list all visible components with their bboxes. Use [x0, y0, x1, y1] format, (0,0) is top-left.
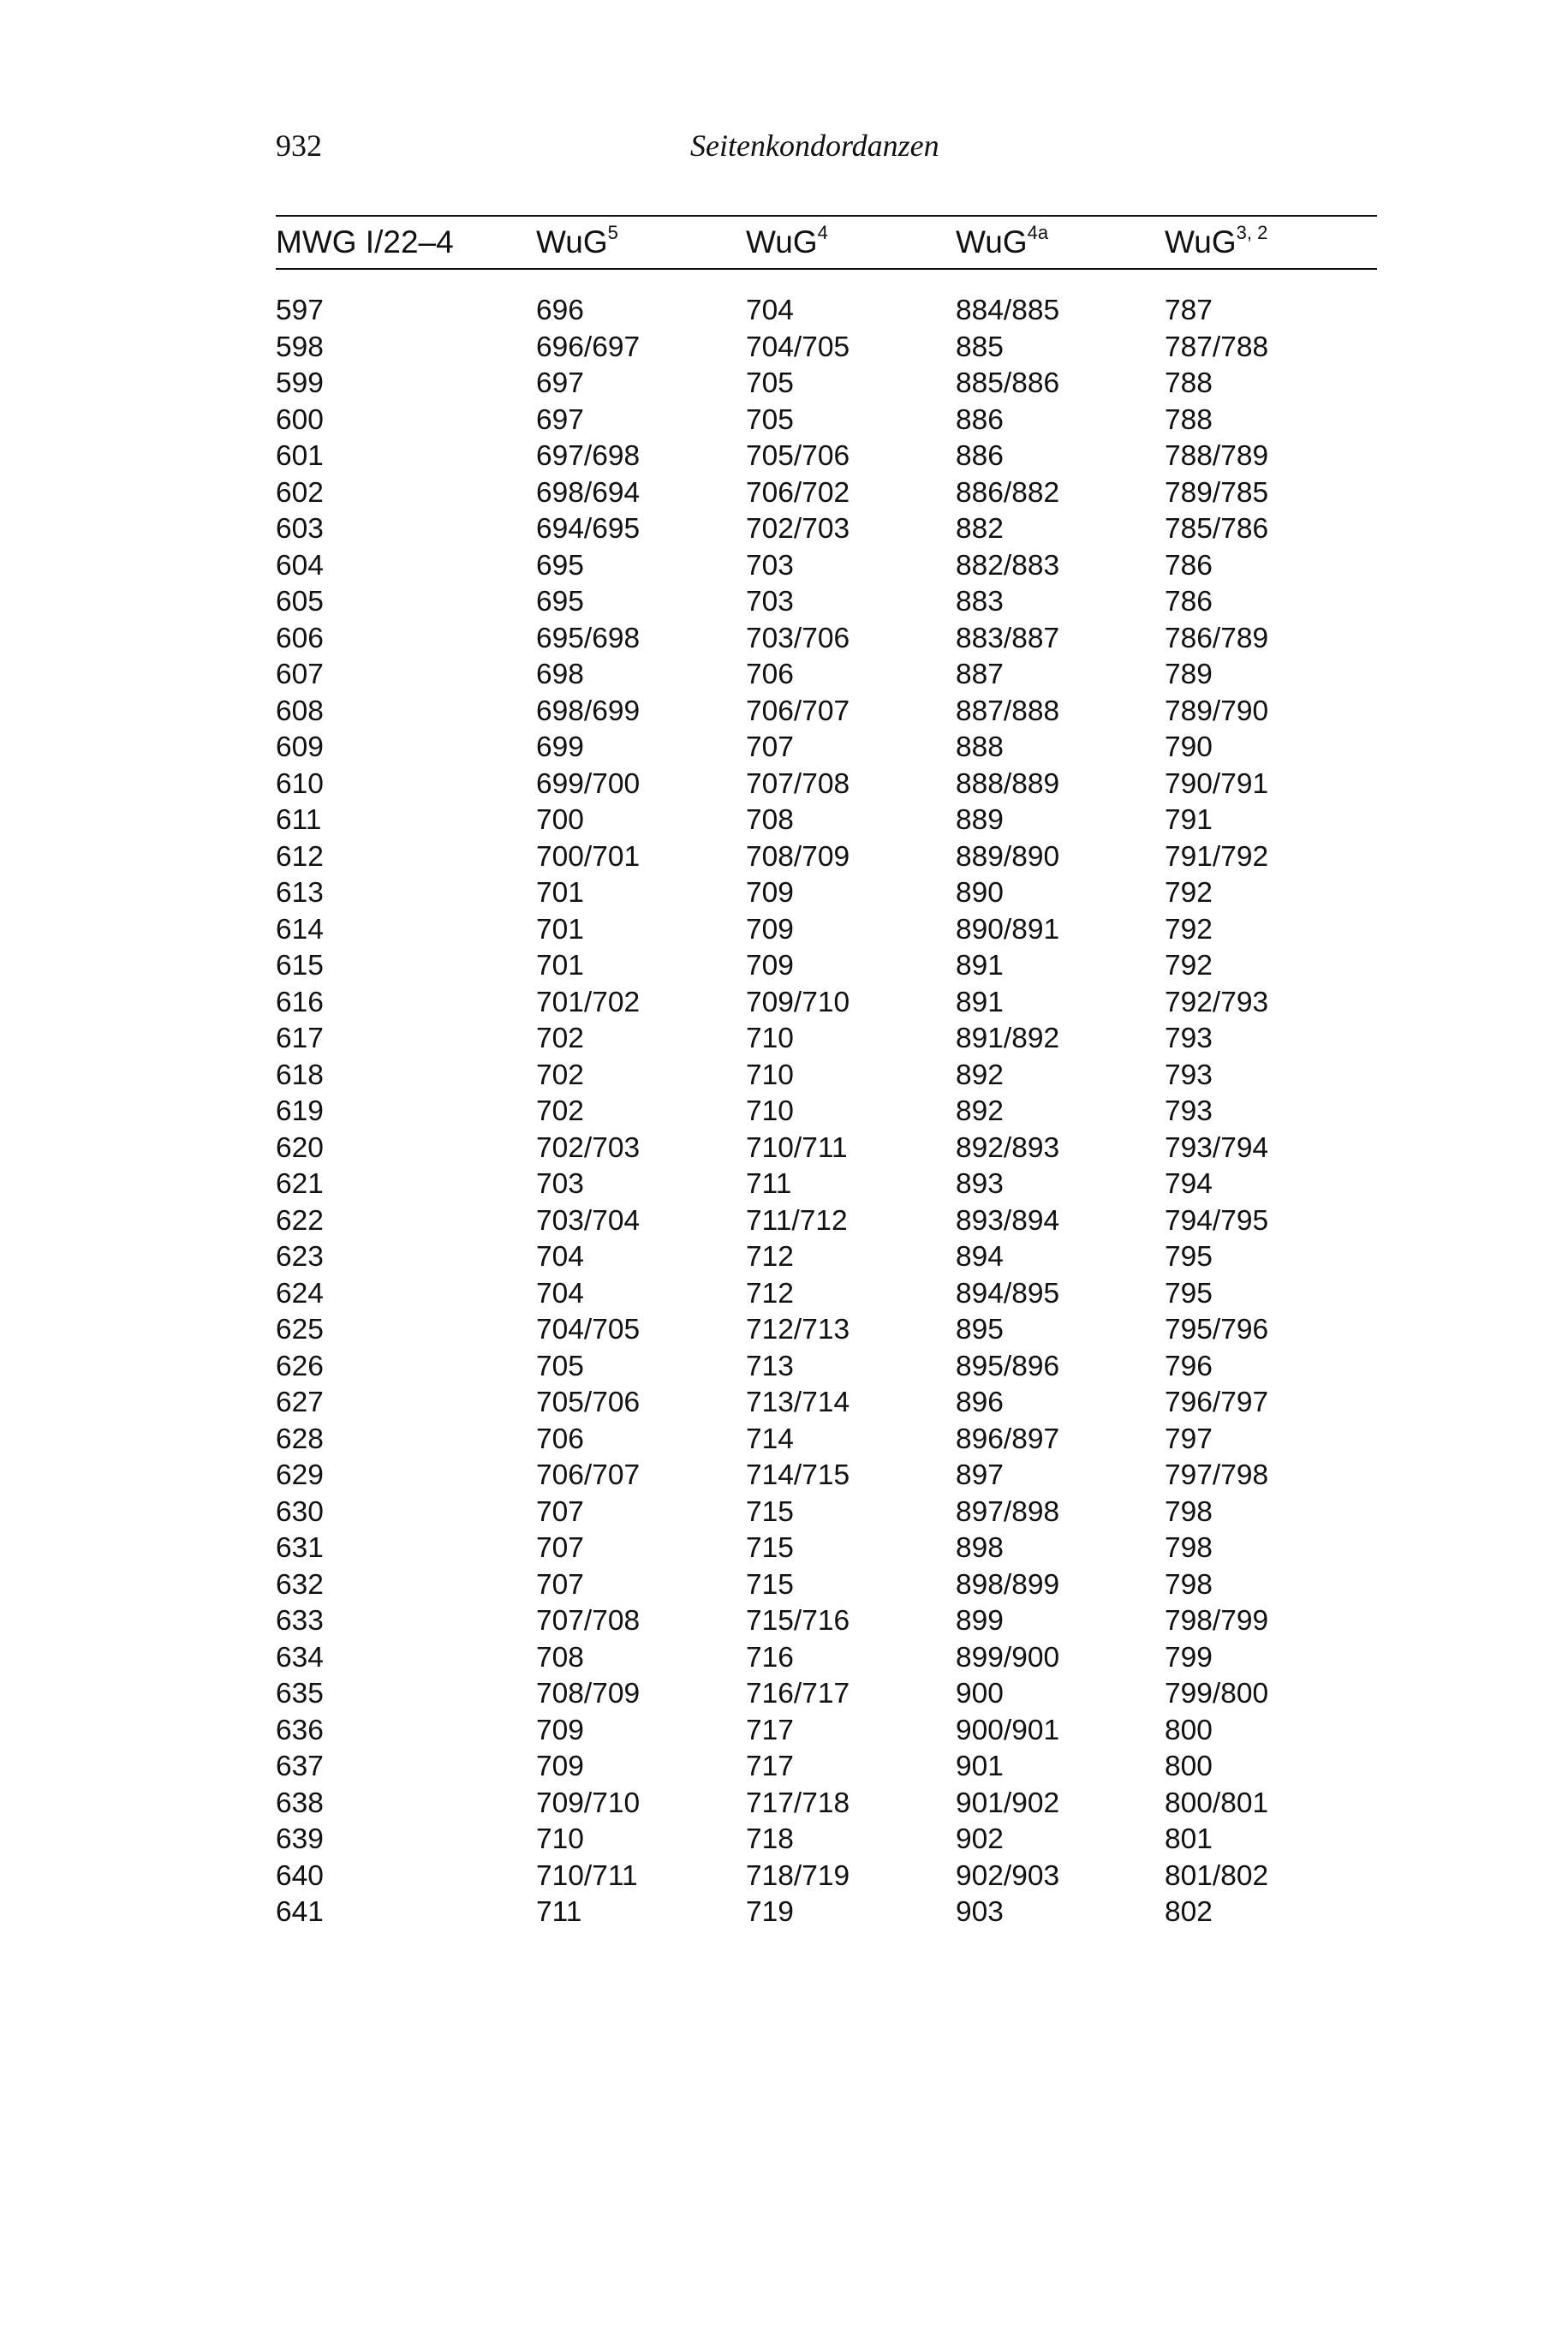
- table-row: [276, 293, 1377, 330]
- table-row: [276, 1567, 1377, 1604]
- cell-mwg: 599: [276, 367, 324, 399]
- cell-mwg: 618: [276, 1059, 324, 1091]
- cell-wug4: 704: [746, 295, 794, 326]
- cell-mwg: 604: [276, 549, 324, 582]
- table-body: [276, 293, 1377, 1931]
- cell-mwg: 635: [276, 1678, 324, 1709]
- running-head: [276, 127, 1377, 164]
- cell-mwg: 622: [276, 1204, 324, 1237]
- table-row: [276, 584, 1377, 621]
- cell-mwg: 629: [276, 1459, 324, 1491]
- cell-wug5: 697: [536, 403, 584, 436]
- cell-wug5: 701: [536, 913, 584, 946]
- cell-wug4a: 898: [956, 1532, 1004, 1564]
- table-row: [276, 1640, 1377, 1677]
- table-row: [276, 1131, 1377, 1167]
- cell-wug4: 717: [746, 1751, 794, 1782]
- table-row: [276, 1495, 1377, 1531]
- column-header-mwg: [276, 224, 454, 261]
- table-row: [276, 621, 1377, 658]
- cell-wug5: 695/698: [536, 622, 641, 654]
- cell-wug3-2: 799: [1165, 1641, 1213, 1674]
- cell-wug5: 705/706: [536, 1387, 641, 1418]
- cell-wug3-2: 802: [1165, 1896, 1213, 1928]
- page-number: 932: [276, 128, 322, 163]
- cell-wug4a: 900/901: [956, 1714, 1060, 1746]
- cell-mwg: 602: [276, 476, 324, 509]
- table-row: [276, 1021, 1377, 1058]
- cell-mwg: 636: [276, 1714, 324, 1746]
- cell-wug3-2: 791: [1165, 804, 1213, 836]
- table-header-rule: [276, 268, 1377, 270]
- cell-wug3-2: 801: [1165, 1823, 1213, 1855]
- cell-wug4: 704/705: [746, 331, 850, 363]
- table-row: [276, 948, 1377, 985]
- cell-mwg: 640: [276, 1859, 324, 1892]
- table-row: [276, 1422, 1377, 1459]
- cell-wug4a: 899/900: [956, 1641, 1060, 1674]
- cell-mwg: 633: [276, 1605, 324, 1637]
- table-row: [276, 1276, 1377, 1313]
- table-row: [276, 1203, 1377, 1240]
- cell-wug3-2: 795: [1165, 1277, 1213, 1310]
- table-row: [276, 1749, 1377, 1786]
- cell-wug5: 701: [536, 950, 584, 982]
- cell-wug4a: 883/887: [956, 622, 1060, 654]
- cell-mwg: 611: [276, 804, 322, 836]
- cell-wug3-2: 785/786: [1165, 513, 1269, 545]
- cell-wug5: 707: [536, 1495, 584, 1528]
- cell-mwg: 626: [276, 1350, 324, 1382]
- table-row: [276, 1530, 1377, 1567]
- running-title: Seitenkondordanzen: [690, 128, 939, 163]
- cell-wug3-2: 801/802: [1165, 1859, 1269, 1892]
- column-header-superscript: 4a: [1027, 221, 1049, 243]
- cell-mwg: 625: [276, 1314, 324, 1345]
- cell-wug4a: 897/898: [956, 1495, 1060, 1528]
- cell-wug4a: 886/882: [956, 476, 1060, 509]
- cell-mwg: 637: [276, 1751, 324, 1782]
- cell-wug4: 718: [746, 1823, 794, 1855]
- cell-wug3-2: 792/793: [1165, 986, 1269, 1018]
- table-row: [276, 330, 1377, 367]
- cell-wug4a: 887: [956, 659, 1004, 690]
- table-row: [276, 439, 1377, 475]
- column-header-label: WuG: [536, 224, 608, 260]
- cell-wug4: 715/716: [746, 1605, 850, 1637]
- cell-mwg: 641: [276, 1896, 324, 1928]
- cell-mwg: 616: [276, 986, 324, 1018]
- table-row: [276, 1239, 1377, 1276]
- table-row: [276, 657, 1377, 694]
- cell-wug4: 716/717: [746, 1678, 850, 1709]
- cell-wug4a: 884/885: [956, 295, 1060, 326]
- cell-wug4a: 883: [956, 586, 1004, 618]
- cell-wug5: 702: [536, 1059, 584, 1091]
- cell-wug3-2: 786: [1165, 549, 1213, 582]
- column-header-wug5: [536, 221, 618, 261]
- cell-mwg: 623: [276, 1241, 324, 1273]
- cell-wug5: 709: [536, 1714, 584, 1746]
- cell-wug4: 715: [746, 1495, 794, 1528]
- cell-wug5: 708/709: [536, 1678, 641, 1709]
- cell-wug3-2: 795/796: [1165, 1314, 1269, 1345]
- cell-mwg: 631: [276, 1532, 324, 1564]
- cell-wug3-2: 788/789: [1165, 440, 1269, 472]
- cell-wug3-2: 788: [1165, 403, 1213, 436]
- cell-mwg: 617: [276, 1023, 324, 1054]
- column-header-superscript: 4: [817, 221, 828, 243]
- cell-wug4a: 892: [956, 1095, 1004, 1127]
- cell-wug5: 701: [536, 877, 584, 909]
- cell-mwg: 605: [276, 586, 324, 618]
- cell-wug4: 709: [746, 950, 794, 982]
- cell-wug3-2: 792: [1165, 877, 1213, 909]
- cell-wug3-2: 800: [1165, 1714, 1213, 1746]
- cell-wug4: 711: [746, 1168, 792, 1200]
- cell-mwg: 606: [276, 622, 324, 654]
- cell-wug5: 704: [536, 1241, 584, 1273]
- cell-wug5: 707/708: [536, 1605, 641, 1637]
- cell-wug4a: 895/896: [956, 1350, 1060, 1382]
- table-row: [276, 1058, 1377, 1095]
- table-row: [276, 694, 1377, 731]
- cell-wug5: 699/700: [536, 767, 641, 800]
- table-row: [276, 1676, 1377, 1713]
- table-row: [276, 548, 1377, 585]
- cell-wug3-2: 789/790: [1165, 695, 1269, 727]
- table-row: [276, 767, 1377, 803]
- cell-wug4: 706/702: [746, 476, 850, 509]
- cell-wug4: 718/719: [746, 1859, 850, 1892]
- cell-wug3-2: 800: [1165, 1751, 1213, 1782]
- cell-wug4: 702/703: [746, 513, 850, 545]
- cell-wug4a: 885/886: [956, 367, 1060, 399]
- cell-wug4a: 902: [956, 1823, 1004, 1855]
- cell-wug4a: 894: [956, 1241, 1004, 1273]
- cell-wug3-2: 798/799: [1165, 1605, 1269, 1637]
- cell-wug4: 708: [746, 804, 794, 836]
- cell-wug4a: 903: [956, 1896, 1004, 1928]
- cell-wug4a: 893: [956, 1168, 1004, 1200]
- table-row: [276, 875, 1377, 912]
- cell-wug5: 708: [536, 1641, 584, 1674]
- cell-wug5: 696: [536, 295, 584, 326]
- concordance-table: [276, 215, 1377, 1931]
- cell-wug5: 699: [536, 731, 584, 763]
- cell-mwg: 603: [276, 513, 324, 545]
- column-header-superscript: 5: [607, 221, 618, 243]
- table-row: [276, 1786, 1377, 1823]
- cell-wug4: 706: [746, 659, 794, 690]
- cell-mwg: 608: [276, 695, 324, 727]
- cell-wug4a: 894/895: [956, 1277, 1060, 1310]
- cell-wug4: 710: [746, 1059, 794, 1091]
- column-header-label: MWG I/22–4: [276, 224, 454, 260]
- cell-wug4: 706/707: [746, 695, 850, 727]
- cell-wug3-2: 792: [1165, 950, 1213, 982]
- cell-mwg: 634: [276, 1641, 324, 1674]
- column-header-wug3-2: [1165, 221, 1268, 261]
- cell-wug5: 695: [536, 586, 584, 618]
- cell-wug4a: 898/899: [956, 1568, 1060, 1601]
- cell-wug4a: 891/892: [956, 1023, 1060, 1054]
- table-row: [276, 912, 1377, 949]
- cell-wug3-2: 791/792: [1165, 840, 1269, 873]
- cell-wug5: 702: [536, 1095, 584, 1127]
- cell-wug4a: 900: [956, 1678, 1004, 1709]
- cell-wug5: 698: [536, 659, 584, 690]
- cell-wug4a: 886: [956, 440, 1004, 472]
- column-header-label: WuG: [956, 224, 1028, 260]
- column-header-superscript: 3, 2: [1236, 221, 1268, 243]
- cell-wug5: 700: [536, 804, 584, 836]
- cell-mwg: 620: [276, 1131, 324, 1164]
- cell-wug4: 703: [746, 586, 794, 618]
- cell-mwg: 628: [276, 1423, 324, 1455]
- cell-wug3-2: 796: [1165, 1350, 1213, 1382]
- cell-wug4a: 889: [956, 804, 1004, 836]
- cell-wug4: 715: [746, 1568, 794, 1601]
- cell-mwg: 607: [276, 659, 324, 690]
- cell-wug5: 707: [536, 1532, 584, 1564]
- cell-wug4: 705: [746, 367, 794, 399]
- cell-wug4a: 887/888: [956, 695, 1060, 727]
- cell-wug4a: 899: [956, 1605, 1004, 1637]
- cell-wug4: 713/714: [746, 1387, 850, 1418]
- cell-wug3-2: 789/785: [1165, 476, 1269, 509]
- cell-wug3-2: 797/798: [1165, 1459, 1269, 1491]
- cell-wug4a: 896: [956, 1387, 1004, 1418]
- table-row: [276, 985, 1377, 1022]
- cell-wug5: 700/701: [536, 840, 641, 873]
- cell-wug4: 714: [746, 1423, 794, 1455]
- table-row: [276, 403, 1377, 439]
- cell-wug4a: 882: [956, 513, 1004, 545]
- cell-wug5: 706: [536, 1423, 584, 1455]
- cell-wug3-2: 798: [1165, 1532, 1213, 1564]
- cell-wug4a: 891: [956, 950, 1004, 982]
- cell-wug3-2: 794/795: [1165, 1204, 1269, 1237]
- cell-wug4: 709/710: [746, 986, 850, 1018]
- cell-wug5: 711: [536, 1896, 582, 1928]
- cell-wug3-2: 797: [1165, 1423, 1213, 1455]
- cell-mwg: 638: [276, 1787, 324, 1819]
- cell-mwg: 612: [276, 840, 324, 873]
- cell-wug4a: 892: [956, 1059, 1004, 1091]
- cell-wug4a: 893/894: [956, 1204, 1060, 1237]
- cell-wug4: 708/709: [746, 840, 850, 873]
- cell-wug4a: 891: [956, 986, 1004, 1018]
- cell-mwg: 601: [276, 440, 324, 472]
- table-row: [276, 1312, 1377, 1349]
- cell-wug4: 707: [746, 731, 794, 763]
- cell-wug4: 719: [746, 1896, 794, 1928]
- cell-wug4a: 901: [956, 1751, 1004, 1782]
- table-row: [276, 1094, 1377, 1131]
- table-row: [276, 1166, 1377, 1203]
- column-header-wug4: [746, 221, 828, 261]
- cell-wug5: 704/705: [536, 1314, 641, 1345]
- table-row: [276, 1859, 1377, 1895]
- cell-wug5: 697: [536, 367, 584, 399]
- cell-wug4: 703: [746, 549, 794, 582]
- cell-wug4: 709: [746, 877, 794, 909]
- cell-wug4a: 889/890: [956, 840, 1060, 873]
- cell-wug3-2: 786: [1165, 586, 1213, 618]
- cell-wug5: 696/697: [536, 331, 641, 363]
- cell-wug5: 710: [536, 1823, 584, 1855]
- cell-wug3-2: 789: [1165, 659, 1213, 690]
- cell-mwg: 624: [276, 1277, 324, 1310]
- cell-wug4a: 901/902: [956, 1787, 1060, 1819]
- table-row: [276, 1713, 1377, 1750]
- cell-wug5: 694/695: [536, 513, 641, 545]
- cell-wug4a: 882/883: [956, 549, 1060, 582]
- cell-mwg: 627: [276, 1387, 324, 1418]
- cell-wug3-2: 790/791: [1165, 767, 1269, 800]
- cell-wug4a: 890/891: [956, 913, 1060, 946]
- table-row: [276, 366, 1377, 403]
- cell-wug3-2: 793: [1165, 1059, 1213, 1091]
- cell-wug4: 703/706: [746, 622, 850, 654]
- table-row: [276, 511, 1377, 548]
- column-header-label: WuG: [746, 224, 818, 260]
- cell-wug3-2: 794: [1165, 1168, 1213, 1200]
- cell-wug5: 703/704: [536, 1204, 641, 1237]
- cell-wug4: 715: [746, 1532, 794, 1564]
- cell-wug4a: 885: [956, 331, 1004, 363]
- cell-wug5: 701/702: [536, 986, 641, 1018]
- cell-wug4a: 896/897: [956, 1423, 1060, 1455]
- table-row: [276, 1822, 1377, 1859]
- table-row: [276, 1385, 1377, 1422]
- cell-wug4: 710/711: [746, 1131, 848, 1164]
- cell-mwg: 597: [276, 295, 324, 326]
- cell-wug4: 709: [746, 913, 794, 946]
- cell-mwg: 610: [276, 767, 324, 800]
- table-row: [276, 839, 1377, 876]
- cell-mwg: 621: [276, 1168, 324, 1200]
- table-row: [276, 730, 1377, 767]
- table-row: [276, 1603, 1377, 1640]
- table-row: [276, 475, 1377, 512]
- cell-wug5: 709/710: [536, 1787, 641, 1819]
- cell-mwg: 613: [276, 877, 324, 909]
- cell-wug3-2: 799/800: [1165, 1678, 1269, 1709]
- cell-wug5: 695: [536, 549, 584, 582]
- cell-wug4: 712: [746, 1277, 794, 1310]
- cell-wug3-2: 796/797: [1165, 1387, 1269, 1418]
- cell-wug3-2: 800/801: [1165, 1787, 1269, 1819]
- cell-mwg: 639: [276, 1823, 324, 1855]
- cell-wug4a: 902/903: [956, 1859, 1060, 1892]
- cell-wug5: 702: [536, 1023, 584, 1054]
- cell-wug4a: 897: [956, 1459, 1004, 1491]
- cell-wug4: 710: [746, 1023, 794, 1054]
- cell-wug5: 704: [536, 1277, 584, 1310]
- cell-wug4: 714/715: [746, 1459, 850, 1491]
- cell-wug4: 712/713: [746, 1314, 850, 1345]
- cell-mwg: 609: [276, 731, 324, 763]
- cell-wug3-2: 790: [1165, 731, 1213, 763]
- cell-wug3-2: 786/789: [1165, 622, 1269, 654]
- cell-wug5: 703: [536, 1168, 584, 1200]
- cell-wug4: 707/708: [746, 767, 850, 800]
- cell-wug4a: 888/889: [956, 767, 1060, 800]
- cell-wug4: 717: [746, 1714, 794, 1746]
- cell-mwg: 619: [276, 1095, 324, 1127]
- cell-wug3-2: 788: [1165, 367, 1213, 399]
- cell-wug3-2: 793: [1165, 1095, 1213, 1127]
- cell-wug4: 712: [746, 1241, 794, 1273]
- cell-wug5: 710/711: [536, 1859, 638, 1892]
- cell-wug5: 698/699: [536, 695, 641, 727]
- table-row: [276, 1349, 1377, 1386]
- cell-wug4a: 888: [956, 731, 1004, 763]
- cell-wug4: 710: [746, 1095, 794, 1127]
- cell-wug3-2: 792: [1165, 913, 1213, 946]
- cell-wug3-2: 793/794: [1165, 1131, 1269, 1164]
- column-header-label: WuG: [1165, 224, 1237, 260]
- cell-wug3-2: 787/788: [1165, 331, 1269, 363]
- table-row: [276, 803, 1377, 839]
- cell-wug4: 717/718: [746, 1787, 850, 1819]
- cell-wug4: 713: [746, 1350, 794, 1382]
- cell-mwg: 598: [276, 331, 324, 363]
- cell-wug4a: 892/893: [956, 1131, 1060, 1164]
- cell-wug5: 705: [536, 1350, 584, 1382]
- cell-wug5: 706/707: [536, 1459, 641, 1491]
- cell-wug4a: 890: [956, 877, 1004, 909]
- cell-wug4: 716: [746, 1641, 794, 1674]
- cell-wug3-2: 795: [1165, 1241, 1213, 1273]
- cell-wug5: 698/694: [536, 476, 641, 509]
- cell-mwg: 630: [276, 1495, 324, 1528]
- cell-wug4: 705/706: [746, 440, 850, 472]
- cell-wug3-2: 787: [1165, 295, 1213, 326]
- cell-wug4: 711/712: [746, 1204, 848, 1237]
- column-header-wug4a: [956, 221, 1049, 261]
- cell-mwg: 614: [276, 913, 324, 946]
- table-row: [276, 1458, 1377, 1495]
- cell-mwg: 632: [276, 1568, 324, 1601]
- table-row: [276, 1894, 1377, 1931]
- cell-wug5: 697/698: [536, 440, 641, 472]
- cell-wug4a: 895: [956, 1314, 1004, 1345]
- cell-wug5: 709: [536, 1751, 584, 1782]
- cell-mwg: 600: [276, 403, 324, 436]
- cell-wug3-2: 798: [1165, 1568, 1213, 1601]
- cell-wug4: 705: [746, 403, 794, 436]
- cell-wug3-2: 793: [1165, 1023, 1213, 1054]
- cell-wug5: 707: [536, 1568, 584, 1601]
- table-header-row: [276, 217, 1377, 268]
- cell-wug5: 702/703: [536, 1131, 641, 1164]
- cell-wug3-2: 798: [1165, 1495, 1213, 1528]
- cell-mwg: 615: [276, 950, 324, 982]
- cell-wug4a: 886: [956, 403, 1004, 436]
